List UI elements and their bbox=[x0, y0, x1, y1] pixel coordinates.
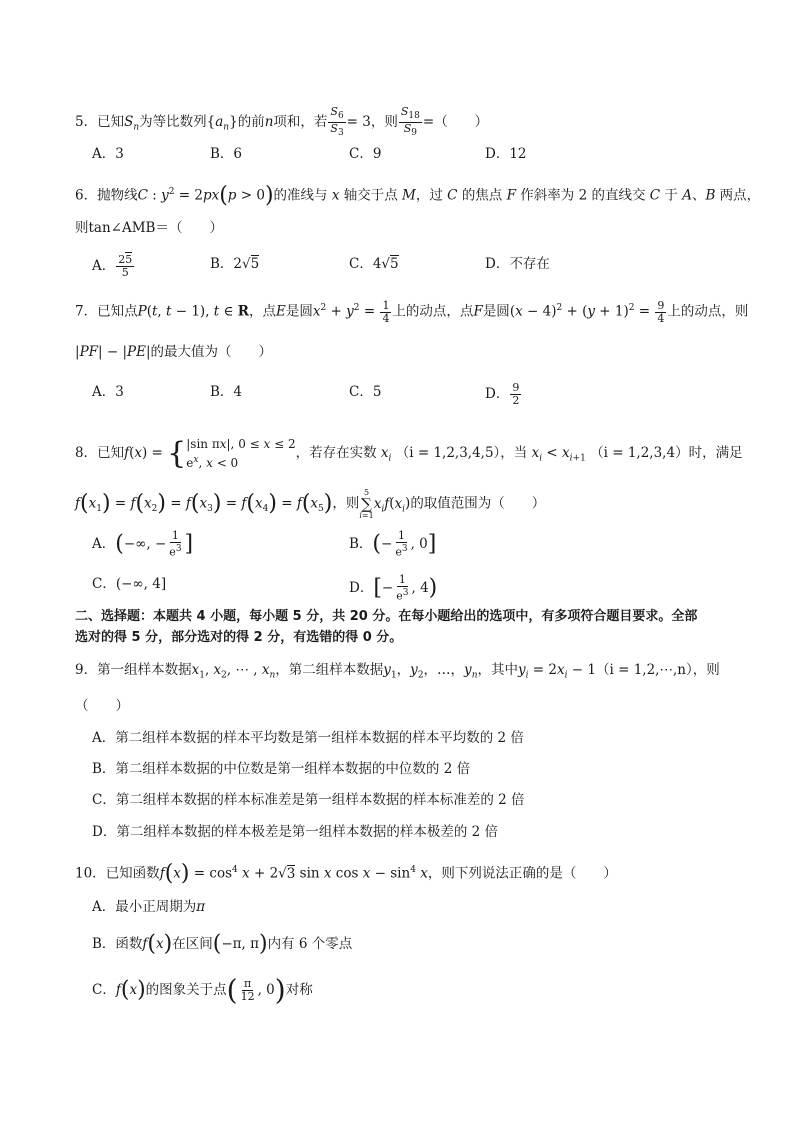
q8-option-d[interactable]: D．[− $\frac{1}{e^3}$ , 4) bbox=[349, 573, 438, 603]
q6-options bbox=[92, 254, 732, 278]
q5-number: 5． bbox=[75, 114, 98, 131]
q10-option-b[interactable]: B．函数f(x)在区间(−π, π)内有 6 个零点 bbox=[92, 931, 353, 957]
q6-option-d[interactable]: D．不存在 bbox=[485, 256, 550, 272]
q9-option-a[interactable]: A．第二组样本数据的样本平均数是第一组样本数据的样本平均数的 2 倍 bbox=[92, 730, 524, 746]
q10-option-a[interactable]: A．最小正周期为π bbox=[92, 899, 206, 915]
q8-options-row2 bbox=[92, 573, 732, 603]
question-10: 10．已知函数$f(x) = \cos^4 x + 2√3$ sin x $\cos x - \sin^4 x$，则下列说法正确的是（ ） bbox=[75, 861, 617, 886]
question-8: 8．已知f(x) = { |sin πx|, 0 ≤ x ≤ 2 $e^x$, x < 0 ，若存在实数 $x_i$ （i = 1,2,3,4,5），当 $x_i < x_{i+1}$ （i = 1,2,3,4）时，满足 bbox=[75, 435, 743, 471]
q7-option-b[interactable]: B．4 bbox=[210, 384, 243, 400]
question-9: 9．第一组样本数据$x_1$, $x_2$, ⋯ , $x_n$，第二组样本数据$y_1$，$y_2$，…，$y_n$，其中$y_i = 2x_i - 1(i$ = 1,2,⋯,n），则 bbox=[75, 662, 720, 681]
question-5: 5．已知$S_n$为等比数列$\{a_n\}$的前n项和，若 $\frac{S_6}{S_3}$ = 3，则 $\frac{S_{18}}{S_9}$ =（ ） bbox=[75, 105, 489, 139]
q9-line2: （ ） bbox=[75, 698, 129, 714]
q6-option-c[interactable]: C．4√5 bbox=[349, 256, 399, 272]
q6-option-a[interactable]: A． $\frac{25}{5}$ bbox=[92, 253, 133, 279]
q7-option-a[interactable]: A．3 bbox=[92, 384, 124, 400]
q7-option-c[interactable]: C．5 bbox=[349, 384, 382, 400]
q5-option-c[interactable]: C．9 bbox=[349, 146, 382, 162]
q8-option-b[interactable]: B．(− $\frac{1}{e^3}$ , 0] bbox=[349, 529, 437, 559]
q9-option-d[interactable]: D．第二组样本数据的样本极差是第一组样本数据的样本极差的 2 倍 bbox=[92, 824, 498, 840]
q10-number: 10． bbox=[75, 865, 106, 882]
q5-option-a[interactable]: A．3 bbox=[92, 146, 124, 162]
question-6: 6．抛物线C : $y^2 = 2px(p > 0)$的准线与 x 轴交于点 M，过 C 的焦点 F 作斜率为 2 的直线交 C 于 A、B 两点， bbox=[75, 183, 761, 208]
q8-option-a[interactable]: A．(−∞, − $\frac{1}{e^3}$ ] bbox=[92, 529, 194, 559]
q10-option-c[interactable]: C．f(x)的图象关于点( $\frac{\pi}{12}$ , 0)对称 bbox=[92, 973, 313, 1007]
q8-number: 8． bbox=[75, 445, 98, 461]
q8-line2: $f(x_1) = f(x_2) = f(x_3) = f(x_4) = f(x_5)$，则 5 ∑ i=1 $x_if(x_i)$的取值范围为（ ） bbox=[75, 488, 546, 520]
q7-number: 7． bbox=[75, 303, 98, 320]
q7-option-d[interactable]: D． $\frac{9}{2}$ bbox=[485, 381, 520, 407]
q7-line2: |PF| − |PE|的最大值为（ ） bbox=[75, 344, 273, 360]
q5-option-d[interactable]: D．12 bbox=[485, 146, 527, 162]
q9-option-b[interactable]: B．第二组样本数据的中位数是第一组样本数据的中位数的 2 倍 bbox=[92, 761, 471, 777]
q8-options-row1 bbox=[92, 529, 732, 559]
q5-options bbox=[92, 144, 732, 168]
section-2-heading-line1: 二、选择题：本题共 4 小题，每小题 5 分，共 20 分。在每小题给出的选项中，有多项符合题目要求。全部 bbox=[75, 609, 698, 624]
q6-number: 6． bbox=[75, 187, 98, 204]
q9-number: 9． bbox=[75, 662, 98, 678]
q6-option-b[interactable]: B．2√5 bbox=[210, 256, 260, 272]
q5-option-b[interactable]: B．6 bbox=[210, 146, 243, 162]
q9-option-c[interactable]: C．第二组样本数据的样本标准差是第一组样本数据的样本标准差的 2 倍 bbox=[92, 792, 525, 808]
q8-option-c[interactable]: C．(−∞, 4] bbox=[92, 576, 167, 592]
q6-line2: 则tan∠AMB＝（ ） bbox=[75, 220, 223, 236]
question-7: 7．已知点P(t, t − 1), t ∈ R，点E是圆$x^2 + y^2$ = $\frac{1}{4}$ 上的动点，点F是圆$(x - 4)^2 + (y + 1)^2$ = $\frac{9}{4}$ 上的动点，则 bbox=[75, 298, 749, 325]
section-2-heading-line2: 选对的得 5 分，部分选对的得 2 分，有选错的得 0 分。 bbox=[75, 630, 403, 645]
q7-options bbox=[92, 382, 732, 406]
